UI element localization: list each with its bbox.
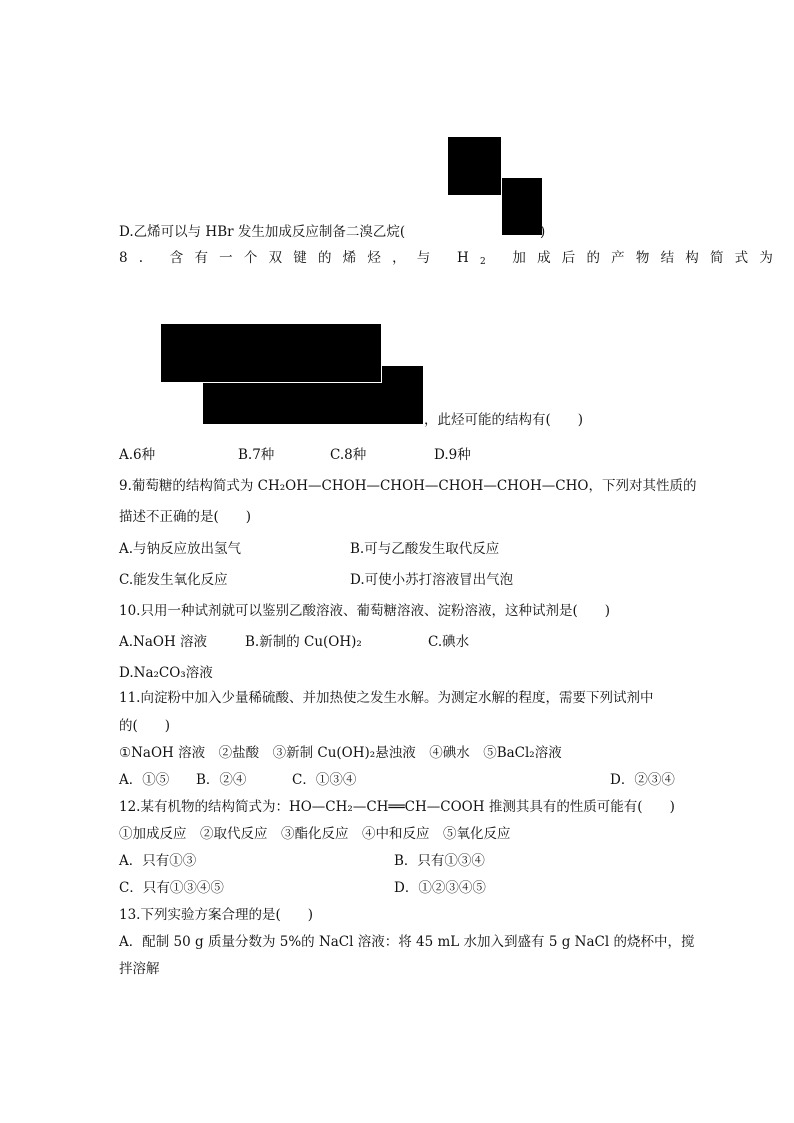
q10-stem: 10.只用一种试剂就可以鉴别乙酸溶液、葡萄糖溶液、淀粉溶液，这种试剂是( )	[119, 603, 611, 619]
q9-stem-line2: 描述不正确的是( )	[119, 509, 252, 525]
q9-option-c: C.能发生氧化反应	[119, 572, 228, 588]
q11-option-a: A．①⑤	[119, 772, 170, 788]
structure-image-q8-bottom	[203, 383, 382, 424]
q8-stem	[119, 249, 784, 271]
q9-stem-line1: 9.葡萄糖的结构简式为 CH₂OH—CHOH—CHOH—CHOH—CHOH—CHO，下列对其性质的	[119, 478, 697, 494]
structure-image-top	[448, 137, 501, 195]
q12-option-b: B．只有①③④	[394, 853, 485, 869]
structure-image-q8-right	[382, 366, 423, 424]
q8-option-d: D.9种	[434, 447, 471, 463]
q9-option-d: D.可使小苏打溶液冒出气泡	[350, 572, 514, 588]
q11-option-b: B．②④	[196, 772, 247, 788]
q8-stem-subscript: 2	[479, 257, 497, 267]
q10-option-b: B.新制的 Cu(OH)₂	[245, 634, 362, 650]
q12-option-d: D．①②③④⑤	[394, 880, 486, 896]
q11-option-d: D．②③④	[610, 772, 675, 788]
q8-stem-part-a: 8. 含有一个双键的烯烃，与 H	[119, 250, 480, 266]
q12-stem: 12.某有机物的结构简式为：HO—CH₂—CH══CH—COOH 推测其具有的性质可能有( )	[119, 799, 675, 815]
q9-option-a: A.与钠反应放出氢气	[119, 541, 242, 557]
q8-option-c: C.8种	[330, 447, 367, 463]
q10-option-a: A.NaOH 溶液	[119, 634, 208, 650]
q10-option-d: D.Na₂CO₃溶液	[119, 665, 213, 681]
q8-option-b: B.7种	[238, 447, 275, 463]
q12-properties: ①加成反应 ②取代反应 ③酯化反应 ④中和反应 ⑤氧化反应	[119, 826, 511, 842]
q9-option-b: B.可与乙酸发生取代反应	[350, 541, 500, 557]
structure-image-q8-top	[161, 324, 381, 382]
q8-option-a: A.6种	[119, 447, 156, 463]
q13-option-a-line2: 拌溶解	[119, 961, 160, 977]
q12-option-c: C．只有①③④⑤	[119, 880, 224, 896]
q8-stem-part-b: 加成后的产物结构简式为	[496, 250, 785, 266]
q13-stem: 13.下列实验方案合理的是( )	[119, 907, 314, 923]
q12-option-a: A．只有①③	[119, 853, 197, 869]
structure-image-bottom	[502, 178, 542, 235]
q11-option-c: C．①③④	[292, 772, 357, 788]
q10-option-c: C.碘水	[428, 634, 470, 650]
q11-stem-line1: 11.向淀粉中加入少量稀硫酸、并加热使之发生水解。为测定水解的程度，需要下列试剂中	[119, 690, 654, 706]
q13-option-a-line1: A．配制 50 g 质量分数为 5%的 NaCl 溶液：将 45 mL 水加入到盛有 5 g NaCl 的烧杯中，搅	[119, 934, 695, 950]
q11-stem-line2: 的( )	[119, 718, 171, 734]
q8-stem-tail: ，此烃可能的结构有( )	[424, 412, 584, 428]
q7-option-d-text: D.乙烯可以与 HBr 发生加成反应制备二溴乙烷(	[119, 224, 406, 240]
q11-reagents: ①NaOH 溶液 ②盐酸 ③新制 Cu(OH)₂悬浊液 ④碘水 ⑤BaCl₂溶液	[119, 745, 562, 761]
q7-option-d-close: )	[540, 224, 546, 240]
q7-option-d	[119, 223, 405, 241]
